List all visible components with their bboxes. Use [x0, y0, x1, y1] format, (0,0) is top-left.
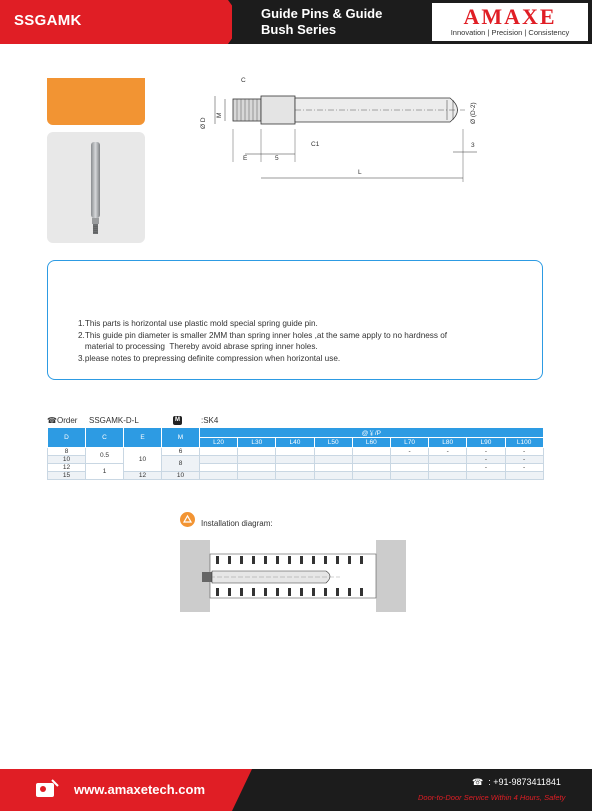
order-phone-icon: ☎: [47, 416, 57, 425]
table-row: 8 0.5 10 6 - - - -: [48, 448, 544, 456]
order-code: SSGAMK-D-L: [89, 416, 139, 425]
label-c1: C1: [311, 141, 320, 148]
series-title-line2: Bush Series: [261, 22, 337, 37]
installation-label: Installation diagram:: [201, 519, 273, 528]
header-l100: L100: [505, 438, 543, 448]
label-m: M: [216, 112, 223, 118]
orange-tab: [47, 78, 145, 125]
note-1: 1.This parts is horizontal use plastic mold special spring guide pin.: [78, 319, 318, 328]
header-l60: L60: [352, 438, 390, 448]
table-row: 15 12 10: [48, 472, 544, 480]
label-c: C: [241, 77, 246, 84]
product-photo: [47, 132, 145, 243]
material-value: :SK4: [201, 416, 219, 425]
note-2-cont: material to processing Thereby avoid abrase spring inner holes.: [78, 342, 318, 351]
guide-pin-photo-icon: [47, 132, 145, 243]
label-d: Ø D: [200, 117, 207, 129]
header-l90: L90: [467, 438, 505, 448]
header-l50: L50: [314, 438, 352, 448]
header-l40: L40: [276, 438, 314, 448]
page-header: [0, 0, 592, 44]
brand-tagline: Innovation | Precision | Consistency: [450, 28, 570, 37]
installation-icon: [180, 512, 195, 527]
series-title-line1: Guide Pins & Guide: [261, 6, 383, 21]
website-link[interactable]: www.amaxetech.com: [74, 782, 206, 797]
table-row: 12 1 - -: [48, 464, 544, 472]
header-c: C: [86, 428, 124, 448]
header-l30: L30: [238, 438, 276, 448]
notes-list: [78, 318, 518, 364]
brand-logo: [432, 3, 588, 41]
label-l: L: [358, 169, 362, 176]
order-label: Order: [57, 416, 78, 425]
header-l70: L70: [390, 438, 428, 448]
header-l80: L80: [429, 438, 467, 448]
service-text: Door-to-Door Service Within 4 Hours, Safety: [418, 793, 566, 802]
note-3: 3.please notes to prepressing definite compression when horizontal use.: [78, 353, 341, 363]
header-price: @￥/P: [200, 428, 544, 438]
header-e: E: [124, 428, 162, 448]
spec-table: [47, 427, 544, 480]
page-footer: [0, 769, 592, 811]
technical-drawing: [185, 74, 505, 186]
phone-number: ☎ : +91-9873411841: [472, 777, 561, 787]
header-l20: L20: [200, 438, 238, 448]
brand-name: AMAXE: [463, 4, 557, 29]
header-d: D: [48, 428, 86, 448]
label-d-minus-2: Ø (D-2): [470, 102, 477, 124]
table-row: 10 8 - -: [48, 456, 544, 464]
series-title: [261, 6, 382, 38]
label-5: 5: [275, 155, 279, 162]
installation-diagram: [180, 540, 406, 612]
product-code: SSGAMK: [14, 12, 82, 29]
header-m: M: [162, 428, 200, 448]
contact-card-icon: [34, 778, 60, 802]
label-3: 3: [471, 142, 475, 149]
note-2: 2.This guide pin diameter is smaller 2MM than spring inner holes ,at the same apply to no hardness of: [78, 330, 448, 340]
label-e: E: [243, 155, 248, 162]
